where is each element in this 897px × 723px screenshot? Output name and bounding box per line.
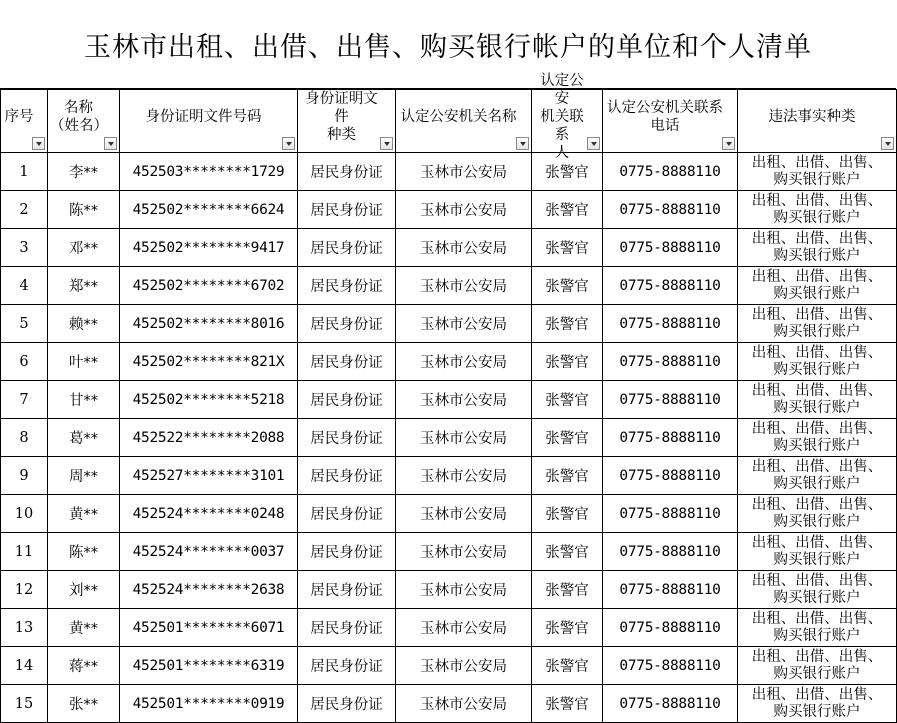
violation-text: 购买银行账户	[773, 285, 861, 302]
header-violation: 违法事实种类	[738, 90, 897, 153]
cell-id-type: 居民身份证	[298, 305, 396, 343]
cell-name: 赖**	[48, 305, 120, 343]
violation-text: 出租、出借、出售、	[751, 686, 883, 703]
violation-text: 购买银行账户	[773, 627, 861, 644]
table-row	[1, 343, 897, 381]
cell-contact: 张警官	[532, 229, 603, 267]
filter-dropdown-icon[interactable]	[881, 137, 894, 150]
cell-id-number: 452501********6071	[120, 609, 298, 647]
cell-violation	[738, 685, 897, 723]
header-id-type: 身份证明文件 种类	[298, 90, 396, 153]
cell-id-number: 452524********2638	[120, 571, 298, 609]
cell-name: 陈**	[48, 533, 120, 571]
cell-id-number: 452501********6319	[120, 647, 298, 685]
cell-violation	[738, 153, 897, 191]
filter-dropdown-icon[interactable]	[32, 137, 45, 150]
violation-text: 出租、出借、出售、	[751, 344, 883, 361]
cell-id-type: 居民身份证	[298, 533, 396, 571]
cell-violation	[738, 647, 897, 685]
cell-name: 陈**	[48, 191, 120, 229]
filter-dropdown-icon[interactable]	[587, 137, 600, 150]
cell-seq: 3	[1, 229, 48, 267]
filter-dropdown-icon[interactable]	[722, 137, 735, 150]
cell-id-type: 居民身份证	[298, 153, 396, 191]
header-row	[1, 90, 897, 153]
header-id-number: 身份证明文件号码	[120, 90, 298, 153]
table-row	[1, 229, 897, 267]
cell-seq: 5	[1, 305, 48, 343]
cell-seq: 1	[1, 153, 48, 191]
cell-violation	[738, 191, 897, 229]
table-row	[1, 457, 897, 495]
cell-violation	[738, 457, 897, 495]
cell-authority: 玉林市公安局	[396, 381, 532, 419]
cell-authority: 玉林市公安局	[396, 191, 532, 229]
cell-id-number: 452524********0248	[120, 495, 298, 533]
cell-phone: 0775-8888110	[603, 419, 738, 457]
violation-text: 出租、出借、出售、	[751, 648, 883, 665]
cell-authority: 玉林市公安局	[396, 153, 532, 191]
cell-name: 周**	[48, 457, 120, 495]
cell-authority: 玉林市公安局	[396, 647, 532, 685]
cell-id-type: 居民身份证	[298, 419, 396, 457]
cell-authority: 玉林市公安局	[396, 305, 532, 343]
cell-authority: 玉林市公安局	[396, 685, 532, 723]
cell-name: 黄**	[48, 609, 120, 647]
cell-phone: 0775-8888110	[603, 685, 738, 723]
header-phone: 认定公安机关联系 电话	[603, 90, 738, 153]
cell-id-type: 居民身份证	[298, 685, 396, 723]
table-row	[1, 191, 897, 229]
cell-id-number: 452524********0037	[120, 533, 298, 571]
account-list-table	[0, 73, 897, 723]
violation-text: 出租、出借、出售、	[751, 420, 883, 437]
cell-violation	[738, 571, 897, 609]
table-row	[1, 609, 897, 647]
cell-name: 蒋**	[48, 647, 120, 685]
cell-seq: 11	[1, 533, 48, 571]
cell-authority: 玉林市公安局	[396, 419, 532, 457]
cell-id-type: 居民身份证	[298, 457, 396, 495]
cell-name: 黄**	[48, 495, 120, 533]
cell-id-number: 452502********5218	[120, 381, 298, 419]
violation-text: 购买银行账户	[773, 475, 861, 492]
table-row	[1, 533, 897, 571]
cell-phone: 0775-8888110	[603, 381, 738, 419]
cell-contact: 张警官	[532, 153, 603, 191]
cell-id-number: 452501********0919	[120, 685, 298, 723]
violation-text: 购买银行账户	[773, 399, 861, 416]
violation-text: 出租、出借、出售、	[751, 306, 883, 323]
cell-contact: 张警官	[532, 609, 603, 647]
cell-contact: 张警官	[532, 191, 603, 229]
cell-violation	[738, 533, 897, 571]
cell-id-type: 居民身份证	[298, 267, 396, 305]
header-authority: 认定公安机关名称	[396, 90, 532, 153]
cell-name: 邓**	[48, 229, 120, 267]
table-row	[1, 381, 897, 419]
cell-name: 张**	[48, 685, 120, 723]
cell-phone: 0775-8888110	[603, 343, 738, 381]
cell-authority: 玉林市公安局	[396, 495, 532, 533]
filter-dropdown-icon[interactable]	[282, 137, 295, 150]
cell-id-type: 居民身份证	[298, 647, 396, 685]
violation-text: 出租、出借、出售、	[751, 572, 883, 589]
cell-name: 郑**	[48, 267, 120, 305]
cell-id-type: 居民身份证	[298, 571, 396, 609]
cell-seq: 7	[1, 381, 48, 419]
cell-id-number: 452502********821X	[120, 343, 298, 381]
violation-text: 购买银行账户	[773, 361, 861, 378]
header-seq: 序号	[1, 90, 48, 153]
table-row	[1, 305, 897, 343]
cell-violation	[738, 419, 897, 457]
cell-violation	[738, 381, 897, 419]
cell-violation	[738, 229, 897, 267]
cell-id-type: 居民身份证	[298, 381, 396, 419]
violation-text: 出租、出借、出售、	[751, 534, 883, 551]
cell-id-type: 居民身份证	[298, 495, 396, 533]
filter-dropdown-icon[interactable]	[380, 137, 393, 150]
cell-violation	[738, 343, 897, 381]
cell-seq: 10	[1, 495, 48, 533]
table-row	[1, 495, 897, 533]
header-name: 名称 （姓名）	[48, 90, 120, 153]
violation-text: 购买银行账户	[773, 209, 861, 226]
cell-seq: 14	[1, 647, 48, 685]
violation-text: 出租、出借、出售、	[751, 268, 883, 285]
cell-contact: 张警官	[532, 647, 603, 685]
table-row	[1, 153, 897, 191]
cell-id-type: 居民身份证	[298, 229, 396, 267]
cell-name: 李**	[48, 153, 120, 191]
cell-phone: 0775-8888110	[603, 609, 738, 647]
cell-contact: 张警官	[532, 533, 603, 571]
cell-violation	[738, 609, 897, 647]
cell-authority: 玉林市公安局	[396, 609, 532, 647]
cell-id-number: 452502********6624	[120, 191, 298, 229]
violation-text: 出租、出借、出售、	[751, 496, 883, 513]
cell-contact: 张警官	[532, 571, 603, 609]
violation-text: 出租、出借、出售、	[751, 230, 883, 247]
cell-violation	[738, 495, 897, 533]
cell-phone: 0775-8888110	[603, 533, 738, 571]
cell-authority: 玉林市公安局	[396, 571, 532, 609]
cell-seq: 4	[1, 267, 48, 305]
cell-phone: 0775-8888110	[603, 153, 738, 191]
cell-name: 甘**	[48, 381, 120, 419]
violation-text: 购买银行账户	[773, 171, 861, 188]
cell-contact: 张警官	[532, 419, 603, 457]
sheet-title: 玉林市出租、出借、出售、购买银行帐户的单位和个人清单	[0, 0, 896, 89]
cell-contact: 张警官	[532, 457, 603, 495]
violation-text: 购买银行账户	[773, 551, 861, 568]
filter-dropdown-icon[interactable]	[516, 137, 529, 150]
table-row	[1, 419, 897, 457]
violation-text: 购买银行账户	[773, 247, 861, 264]
cell-phone: 0775-8888110	[603, 457, 738, 495]
cell-contact: 张警官	[532, 267, 603, 305]
cell-seq: 6	[1, 343, 48, 381]
cell-id-number: 452527********3101	[120, 457, 298, 495]
violation-text: 出租、出借、出售、	[751, 458, 883, 475]
violation-text: 出租、出借、出售、	[751, 610, 883, 627]
table-row	[1, 571, 897, 609]
cell-violation	[738, 267, 897, 305]
violation-text: 购买银行账户	[773, 323, 861, 340]
cell-authority: 玉林市公安局	[396, 267, 532, 305]
cell-id-number: 452522********2088	[120, 419, 298, 457]
cell-seq: 8	[1, 419, 48, 457]
cell-id-type: 居民身份证	[298, 609, 396, 647]
violation-text: 出租、出借、出售、	[751, 382, 883, 399]
cell-phone: 0775-8888110	[603, 191, 738, 229]
violation-text: 出租、出借、出售、	[751, 154, 883, 171]
filter-dropdown-icon[interactable]	[104, 137, 117, 150]
cell-authority: 玉林市公安局	[396, 343, 532, 381]
cell-violation	[738, 305, 897, 343]
cell-id-number: 452502********8016	[120, 305, 298, 343]
cell-id-number: 452502********6702	[120, 267, 298, 305]
cell-phone: 0775-8888110	[603, 647, 738, 685]
violation-text: 购买银行账户	[773, 513, 861, 530]
cell-phone: 0775-8888110	[603, 571, 738, 609]
cell-seq: 2	[1, 191, 48, 229]
cell-phone: 0775-8888110	[603, 495, 738, 533]
cell-authority: 玉林市公安局	[396, 457, 532, 495]
cell-seq: 12	[1, 571, 48, 609]
cell-id-number: 452502********9417	[120, 229, 298, 267]
cell-phone: 0775-8888110	[603, 305, 738, 343]
table-row	[1, 267, 897, 305]
cell-seq: 15	[1, 685, 48, 723]
cell-id-type: 居民身份证	[298, 343, 396, 381]
violation-text: 购买银行账户	[773, 437, 861, 454]
cell-contact: 张警官	[532, 305, 603, 343]
cell-contact: 张警官	[532, 343, 603, 381]
violation-text: 出租、出借、出售、	[751, 192, 883, 209]
cell-seq: 13	[1, 609, 48, 647]
cell-id-type: 居民身份证	[298, 191, 396, 229]
cell-name: 刘**	[48, 571, 120, 609]
cell-name: 葛**	[48, 419, 120, 457]
table-row	[1, 685, 897, 723]
cell-contact: 张警官	[532, 495, 603, 533]
table-row	[1, 647, 897, 685]
cell-name: 叶**	[48, 343, 120, 381]
cell-authority: 玉林市公安局	[396, 229, 532, 267]
cell-phone: 0775-8888110	[603, 229, 738, 267]
header-contact: 认定公安 机关联系 人	[532, 90, 603, 153]
violation-text: 购买银行账户	[773, 703, 861, 720]
cell-seq: 9	[1, 457, 48, 495]
cell-authority: 玉林市公安局	[396, 533, 532, 571]
cell-contact: 张警官	[532, 381, 603, 419]
cell-id-number: 452503********1729	[120, 153, 298, 191]
cell-contact: 张警官	[532, 685, 603, 723]
violation-text: 购买银行账户	[773, 665, 861, 682]
cell-phone: 0775-8888110	[603, 267, 738, 305]
violation-text: 购买银行账户	[773, 589, 861, 606]
